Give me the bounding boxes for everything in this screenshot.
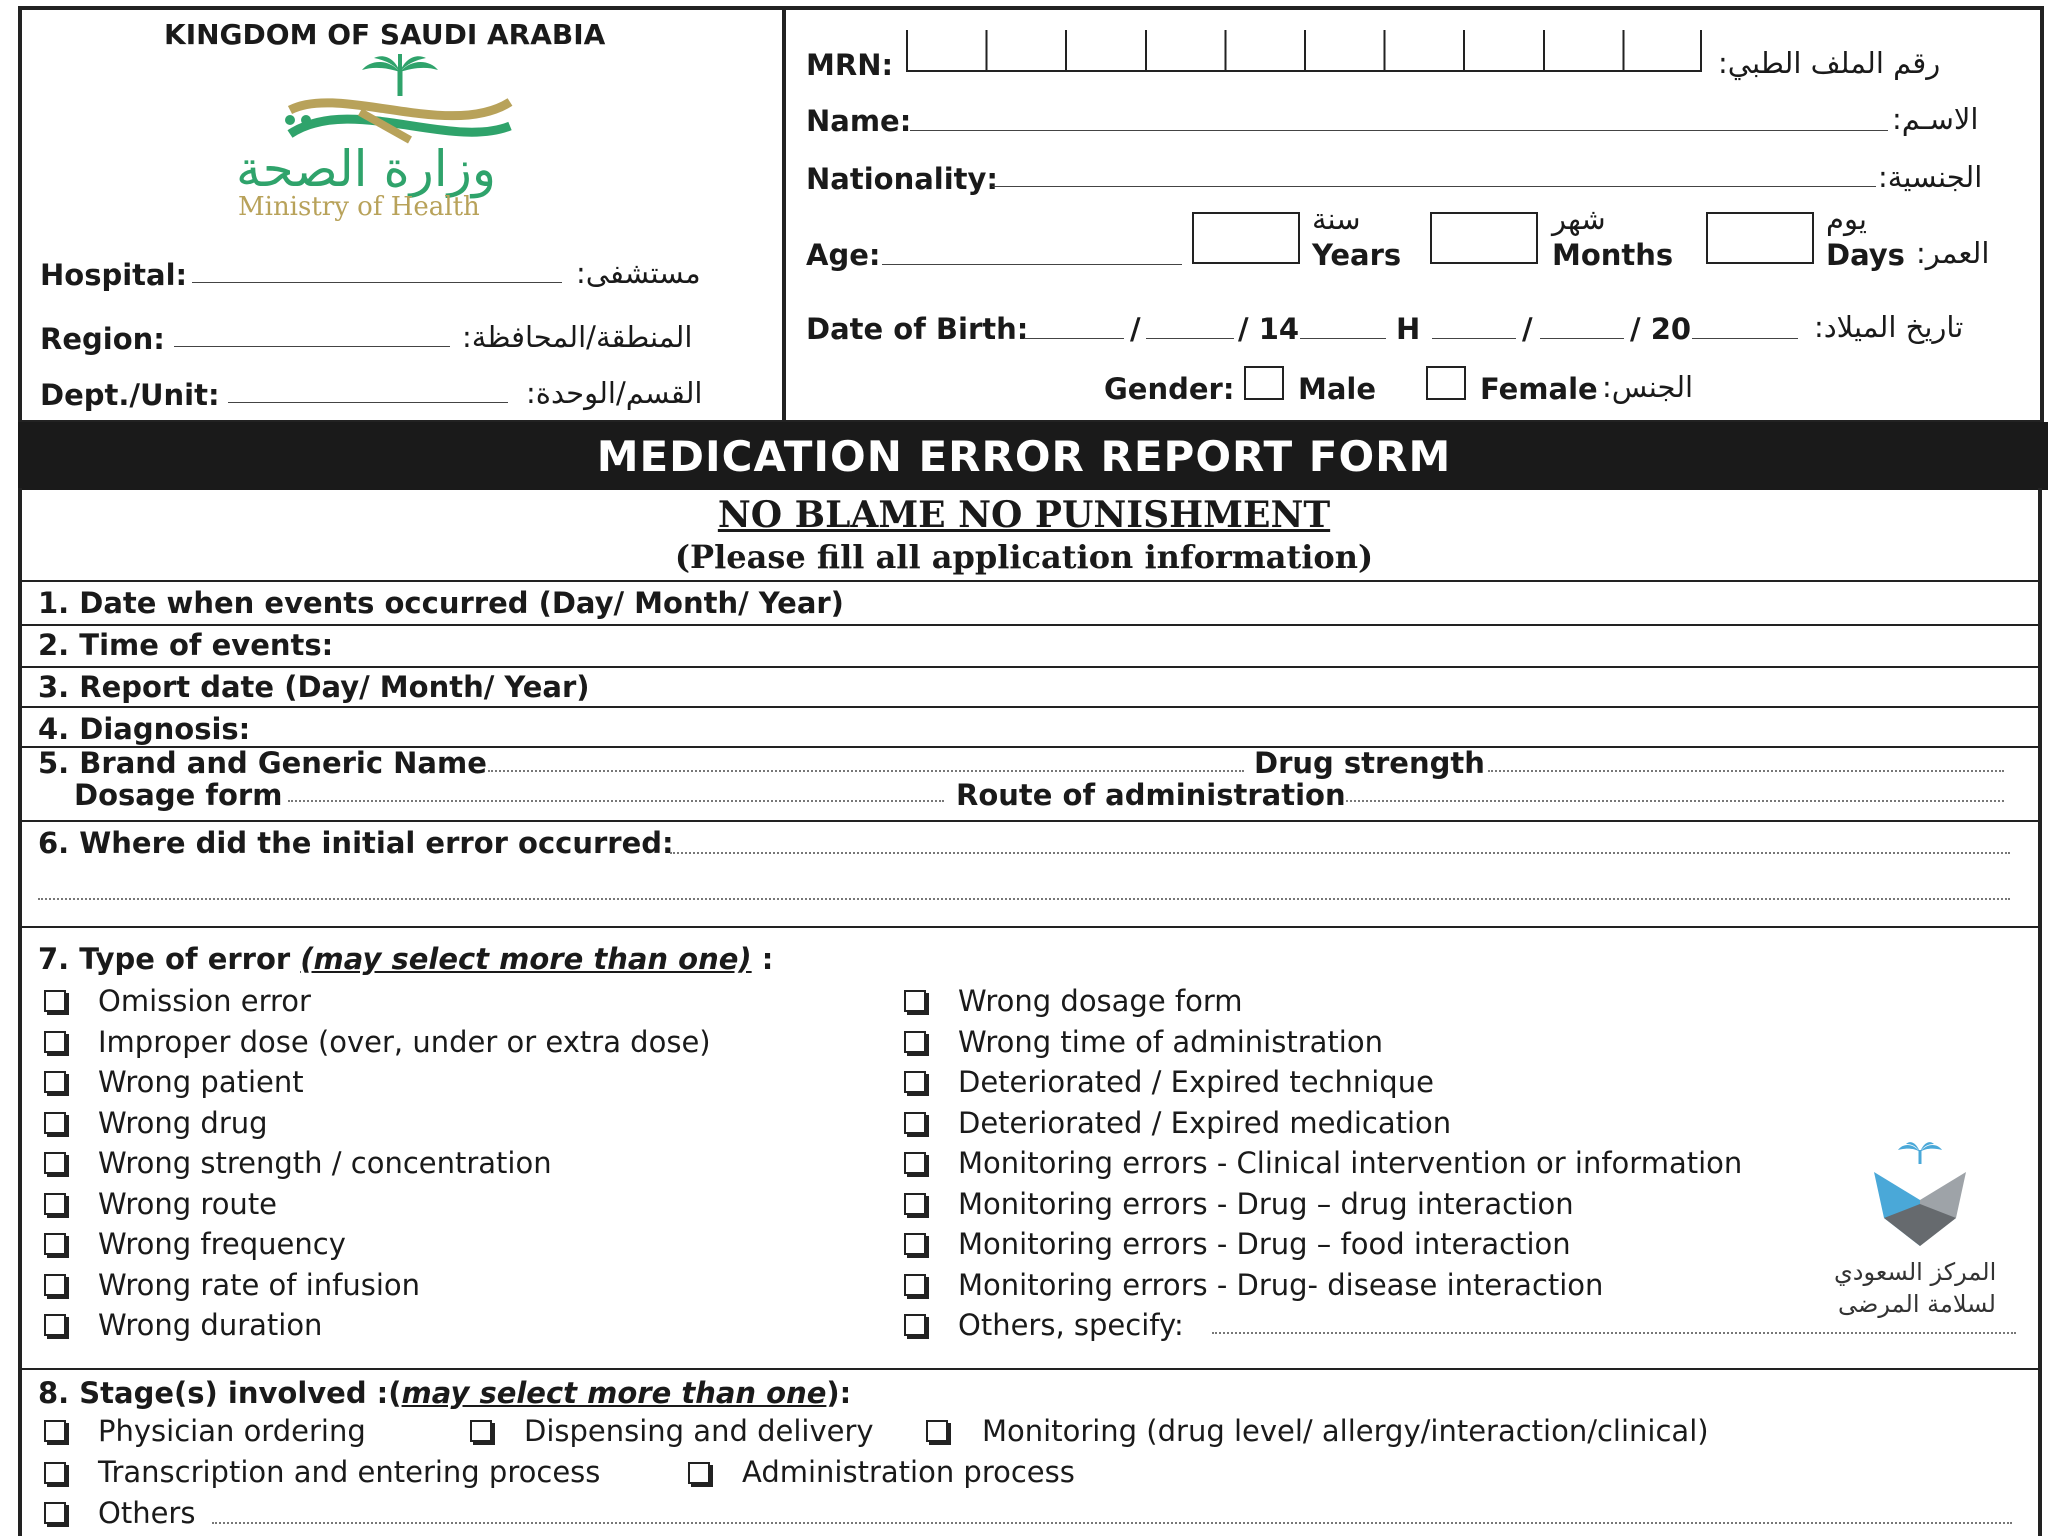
error-right-option-8: Monitoring errors - Drug- disease interaction xyxy=(958,1267,1604,1302)
error-left-checkbox-6[interactable] xyxy=(44,1193,66,1215)
hospital-label-ar: مستشفى: xyxy=(576,256,701,290)
palm-icon xyxy=(1898,1142,1942,1164)
dob-month-g-field[interactable] xyxy=(1540,338,1624,339)
error-right-option-3: Deteriorated / Expired technique xyxy=(958,1065,1434,1099)
type-of-error-heading xyxy=(38,942,773,976)
transcription-checkbox[interactable] xyxy=(44,1462,66,1484)
error-left-option-6: Wrong route xyxy=(98,1186,278,1221)
region-label: Region: xyxy=(40,322,165,356)
days-label: Days xyxy=(1826,238,1905,272)
monitoring-label: Monitoring (drug level/ allergy/interaction/clinical) xyxy=(982,1414,1709,1448)
physician-checkbox[interactable] xyxy=(44,1420,66,1442)
dob-20: / 20 xyxy=(1630,312,1692,346)
drug-strength-label: Drug strength xyxy=(1254,746,1485,780)
error-left-checkbox-5[interactable] xyxy=(44,1152,66,1174)
months-label: Months xyxy=(1552,238,1674,272)
dob-slash-2: / xyxy=(1522,312,1533,346)
form-title: MEDICATION ERROR REPORT FORM xyxy=(596,432,1452,481)
type-of-error-label: 7. Type of error xyxy=(38,942,301,976)
mrn-label-ar: رقم الملف الطبي: xyxy=(1718,46,1941,80)
route-label: Route of administration xyxy=(956,778,1346,812)
divider-6 xyxy=(18,926,2042,928)
female-label: Female xyxy=(1480,372,1598,406)
dob-year-g-field[interactable] xyxy=(1692,338,1798,339)
others-specify-field[interactable] xyxy=(1212,1332,2016,1334)
name-field[interactable] xyxy=(910,130,1888,131)
error-left-checkbox-4[interactable] xyxy=(44,1112,66,1134)
name-label-ar: الاسـم: xyxy=(1892,102,1979,136)
dosage-form-field[interactable] xyxy=(288,800,944,802)
stages-heading xyxy=(38,1376,851,1410)
hospital-field[interactable] xyxy=(192,282,562,283)
spsc-name-line-1: المركز السعودي xyxy=(1834,1258,1997,1286)
dept-field[interactable] xyxy=(228,402,508,403)
brand-generic-label: 5. Brand and Generic Name xyxy=(38,746,487,780)
error-right-option-7: Monitoring errors - Drug – food interaction xyxy=(958,1227,1571,1261)
region-label-ar: المنطقة/المحافظة: xyxy=(462,320,693,354)
error-right-checkbox-3[interactable] xyxy=(904,1071,926,1093)
nationality-field[interactable] xyxy=(992,186,1876,187)
others-stage-field[interactable] xyxy=(212,1522,2012,1524)
months-box[interactable] xyxy=(1430,212,1538,264)
dosage-form-label: Dosage form xyxy=(74,778,283,812)
divider-7 xyxy=(18,1368,2042,1370)
error-left-checkbox-3[interactable] xyxy=(44,1071,66,1093)
days-label-ar: يوم xyxy=(1826,202,1868,236)
brand-generic-field[interactable] xyxy=(488,770,1244,772)
spsc-logo xyxy=(1870,1142,1970,1248)
swords-icon xyxy=(285,102,510,140)
kingdom-title: KINGDOM OF SAUDI ARABIA xyxy=(164,18,606,51)
divider-3 xyxy=(18,706,2042,708)
divider-5 xyxy=(18,820,2042,822)
hospital-label: Hospital: xyxy=(40,258,188,292)
error-left-option-5: Wrong strength / concentration xyxy=(98,1146,552,1180)
dob-label-ar: تاريخ الميلاد: xyxy=(1814,310,1964,344)
dispensing-label: Dispensing and delivery xyxy=(524,1414,874,1448)
field-date-events[interactable]: 1. Date when events occurred (Day/ Month/ Year) xyxy=(38,586,844,620)
error-left-checkbox-7[interactable] xyxy=(44,1233,66,1255)
age-field[interactable] xyxy=(882,264,1182,265)
drug-strength-field[interactable] xyxy=(1488,770,2004,772)
type-of-error-note: (may select more than one) xyxy=(300,942,752,976)
administration-label: Administration process xyxy=(742,1455,1075,1489)
error-left-option-3: Wrong patient xyxy=(98,1065,304,1099)
dob-label: Date of Birth: xyxy=(806,312,1029,346)
initial-error-field-2[interactable] xyxy=(38,898,2010,900)
error-left-option-9: Wrong duration xyxy=(98,1308,323,1342)
error-left-checkbox-1[interactable] xyxy=(44,990,66,1012)
dept-label: Dept./Unit: xyxy=(40,378,220,412)
mrn-label: MRN: xyxy=(806,48,894,82)
divider-0 xyxy=(18,580,2042,582)
error-right-checkbox-7[interactable] xyxy=(904,1233,926,1255)
region-field[interactable] xyxy=(174,346,450,347)
error-left-checkbox-2[interactable] xyxy=(44,1031,66,1053)
error-right-checkbox-4[interactable] xyxy=(904,1112,926,1134)
years-label: Years xyxy=(1312,238,1402,272)
physician-ordering-label: Physician ordering xyxy=(98,1414,366,1448)
male-label: Male xyxy=(1298,372,1377,406)
error-right-checkbox-1[interactable] xyxy=(904,990,926,1012)
error-right-option-9: Others, specify: xyxy=(958,1308,1184,1342)
dispensing-checkbox[interactable] xyxy=(470,1420,492,1442)
error-left-option-1: Omission error xyxy=(98,984,311,1018)
error-left-checkbox-9[interactable] xyxy=(44,1314,66,1336)
years-box[interactable] xyxy=(1192,212,1300,264)
others-stage-label: Others xyxy=(98,1496,196,1530)
transcription-label: Transcription and entering process xyxy=(98,1455,601,1489)
dob-h14: / 14 xyxy=(1238,312,1300,346)
monitoring-checkbox[interactable] xyxy=(926,1420,948,1442)
months-label-ar: شهر xyxy=(1552,202,1606,236)
stages-close: ): xyxy=(826,1376,852,1410)
error-right-checkbox-2[interactable] xyxy=(904,1031,926,1053)
stages-note: may select more than one xyxy=(401,1376,827,1410)
years-label-ar: سنة xyxy=(1312,202,1361,236)
error-right-option-5: Monitoring errors - Clinical intervention or information xyxy=(958,1146,1743,1180)
male-checkbox[interactable] xyxy=(1244,366,1284,400)
error-left-checkbox-8[interactable] xyxy=(44,1274,66,1296)
dob-day-h-field[interactable] xyxy=(1024,338,1124,339)
error-right-option-2: Wrong time of administration xyxy=(958,1024,1383,1059)
others-stage-checkbox[interactable] xyxy=(44,1502,66,1524)
dob-day-g-field[interactable] xyxy=(1432,338,1516,339)
error-left-option-7: Wrong frequency xyxy=(98,1227,346,1261)
age-label-ar: العمر: xyxy=(1916,236,1990,270)
error-right-option-4: Deteriorated / Expired medication xyxy=(958,1105,1452,1140)
ministry-name-arabic: وزارة الصحة xyxy=(236,140,496,198)
field-diagnosis[interactable]: 4. Diagnosis: xyxy=(38,712,251,746)
female-checkbox[interactable] xyxy=(1426,366,1466,400)
dept-label-ar: القسم/الوحدة: xyxy=(526,376,703,410)
route-field[interactable] xyxy=(1346,800,2004,802)
divider-2 xyxy=(18,666,2042,668)
error-left-option-4: Wrong drug xyxy=(98,1105,268,1140)
administration-checkbox[interactable] xyxy=(688,1462,710,1484)
initial-error-field-1[interactable] xyxy=(670,852,2010,854)
nationality-label: Nationality: xyxy=(806,162,999,196)
error-right-checkbox-8[interactable] xyxy=(904,1274,926,1296)
dob-year-h-field[interactable] xyxy=(1300,338,1386,339)
error-right-checkbox-5[interactable] xyxy=(904,1152,926,1174)
type-of-error-colon: : xyxy=(751,942,774,976)
field-report-date[interactable]: 3. Report date (Day/ Month/ Year) xyxy=(38,670,590,704)
gender-label-ar: الجنس: xyxy=(1602,370,1694,404)
dob-month-h-field[interactable] xyxy=(1146,338,1234,339)
name-label: Name: xyxy=(806,104,912,138)
ministry-name-english: Ministry of Health xyxy=(238,192,480,222)
initial-error-label: 6. Where did the initial error occurred: xyxy=(38,826,674,860)
error-right-option-6: Monitoring errors - Drug – drug interaction xyxy=(958,1186,1574,1221)
divider-1 xyxy=(18,624,2042,626)
instruction-text: (Please fill all application information) xyxy=(674,538,1374,576)
spsc-name-line-2: لسلامة المرضى xyxy=(1838,1290,1996,1318)
field-time-events[interactable]: 2. Time of events: xyxy=(38,628,334,662)
error-left-option-2: Improper dose (over, under or extra dose) xyxy=(98,1024,711,1059)
error-right-option-1: Wrong dosage form xyxy=(958,984,1243,1018)
gender-label: Gender: xyxy=(1104,372,1235,406)
dob-slash-1: / xyxy=(1130,312,1141,346)
age-label: Age: xyxy=(806,238,881,272)
mrn-boxes[interactable] xyxy=(906,30,1702,72)
no-blame-subtitle: NO BLAME NO PUNISHMENT xyxy=(717,494,1331,536)
nationality-label-ar: الجنسية: xyxy=(1878,160,1983,194)
stages-label: 8. Stage(s) involved :( xyxy=(38,1376,402,1410)
palm-icon xyxy=(362,54,438,96)
moh-logo xyxy=(270,54,530,150)
dob-h: H xyxy=(1396,312,1421,346)
error-left-option-8: Wrong rate of infusion xyxy=(98,1267,421,1302)
days-box[interactable] xyxy=(1706,212,1814,264)
error-right-checkbox-9[interactable] xyxy=(904,1314,926,1336)
error-right-checkbox-6[interactable] xyxy=(904,1193,926,1215)
